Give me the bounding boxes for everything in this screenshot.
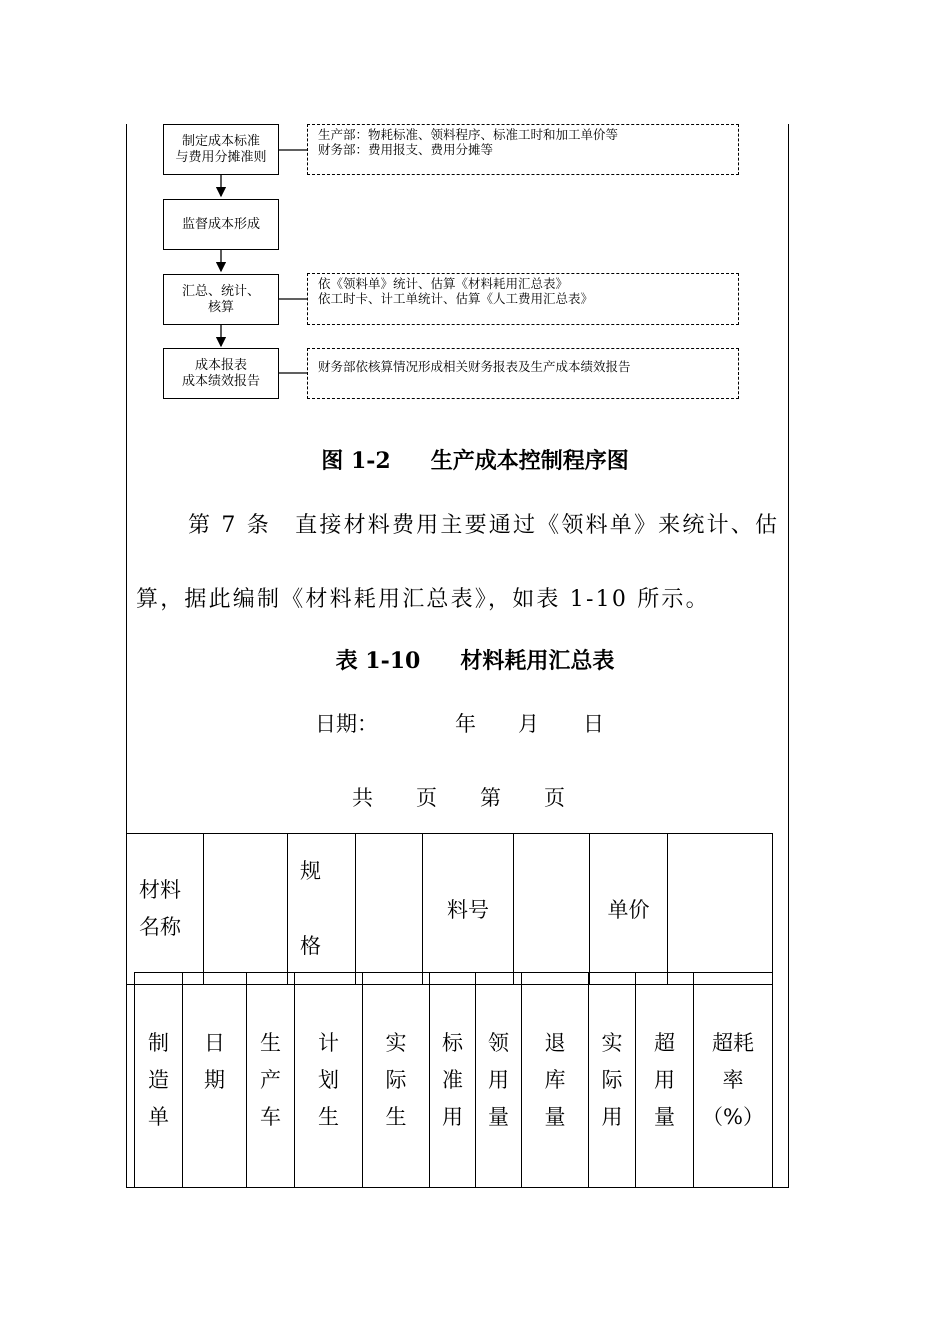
- body-paragraph-line-2: 算，据此编制《材料耗用汇总表》，如表 1-10 所示。: [136, 587, 710, 612]
- flow-step-standards: [163, 124, 279, 175]
- table-caption: [0, 644, 950, 675]
- col-manufacturing-order: 制 造 单: [135, 973, 183, 1188]
- col-over-consumption-rate: 超耗 率 （%）: [694, 973, 773, 1188]
- spec-value: [356, 834, 423, 985]
- date-label: 日期：: [315, 712, 378, 736]
- col-workshop: 生 产 车: [247, 973, 295, 1188]
- flow-step-supervise: [163, 199, 279, 250]
- table-title: 材料耗用汇总表: [460, 648, 615, 674]
- flow-step-line: 核算: [207, 299, 234, 315]
- flow-step-report: [163, 348, 279, 399]
- date-day: 日: [583, 712, 604, 736]
- unit-price-label: 单价: [590, 834, 668, 985]
- flow-step-line: 汇总、统计、: [181, 283, 260, 299]
- page-current-suffix: 页: [544, 786, 565, 810]
- consumption-columns-table: [134, 972, 773, 1188]
- spec-label: 规 格: [288, 834, 356, 985]
- figure-caption: [0, 444, 950, 475]
- flow-step-line: 与费用分摊准则: [175, 149, 267, 165]
- flow-step-summarize: [163, 274, 279, 325]
- body-paragraph-line-1: 第 7 条 直接材料费用主要通过《领料单》来统计、估: [188, 513, 780, 538]
- flow-note-report: [307, 348, 739, 399]
- flow-note-line: 依工时卡、计工单统计、估算《人工费用汇总表》: [318, 291, 594, 306]
- page-current-prefix: 第: [480, 786, 501, 810]
- col-date: 日 期: [183, 973, 247, 1188]
- figure-title: 生产成本控制程序图: [430, 448, 629, 474]
- col-planned-production: 计 划 生: [295, 973, 363, 1188]
- col-actual-usage: 实 际 用: [589, 973, 636, 1188]
- part-no-value: [514, 834, 590, 985]
- material-info-table: [126, 833, 773, 985]
- flow-note-standards: [307, 124, 739, 175]
- page-total-prefix: 共: [352, 786, 373, 810]
- date-year: 年: [455, 712, 476, 736]
- flow-step-line: 成本绩效报告: [181, 373, 260, 389]
- part-no-label: 料号: [423, 834, 514, 985]
- table-number: 表 1-10: [335, 648, 421, 674]
- flow-step-line: 制定成本标准: [181, 133, 260, 149]
- unit-price-value: [668, 834, 773, 985]
- col-over-usage: 超 用 量: [636, 973, 694, 1188]
- material-name-label: 材料 名称: [127, 834, 204, 985]
- flow-step-line: 监督成本形成: [181, 216, 260, 232]
- page-total-suffix: 页: [416, 786, 437, 810]
- flow-note-line: 依《领料单》统计、估算《材料耗用汇总表》: [318, 276, 569, 291]
- col-standard-usage: 标 准 用: [430, 973, 476, 1188]
- flow-note-line: 财务部依核算情况形成相关财务报表及生产成本绩效报告: [318, 359, 631, 374]
- figure-number: 图 1-2: [321, 448, 391, 474]
- flow-step-line: 成本报表: [194, 357, 247, 373]
- col-issued-quantity: 领 用 量: [476, 973, 522, 1188]
- date-month: 月: [518, 712, 539, 736]
- flow-note-line: 财务部：费用报支、费用分摊等: [318, 142, 494, 157]
- col-returned-quantity: 退 库 量: [522, 973, 589, 1188]
- flow-note-summarize: [307, 273, 739, 325]
- col-actual-production: 实 际 生: [363, 973, 430, 1188]
- material-name-value: [204, 834, 288, 985]
- flow-note-line: 生产部：物耗标准、领料程序、标准工时和加工单价等: [318, 127, 619, 142]
